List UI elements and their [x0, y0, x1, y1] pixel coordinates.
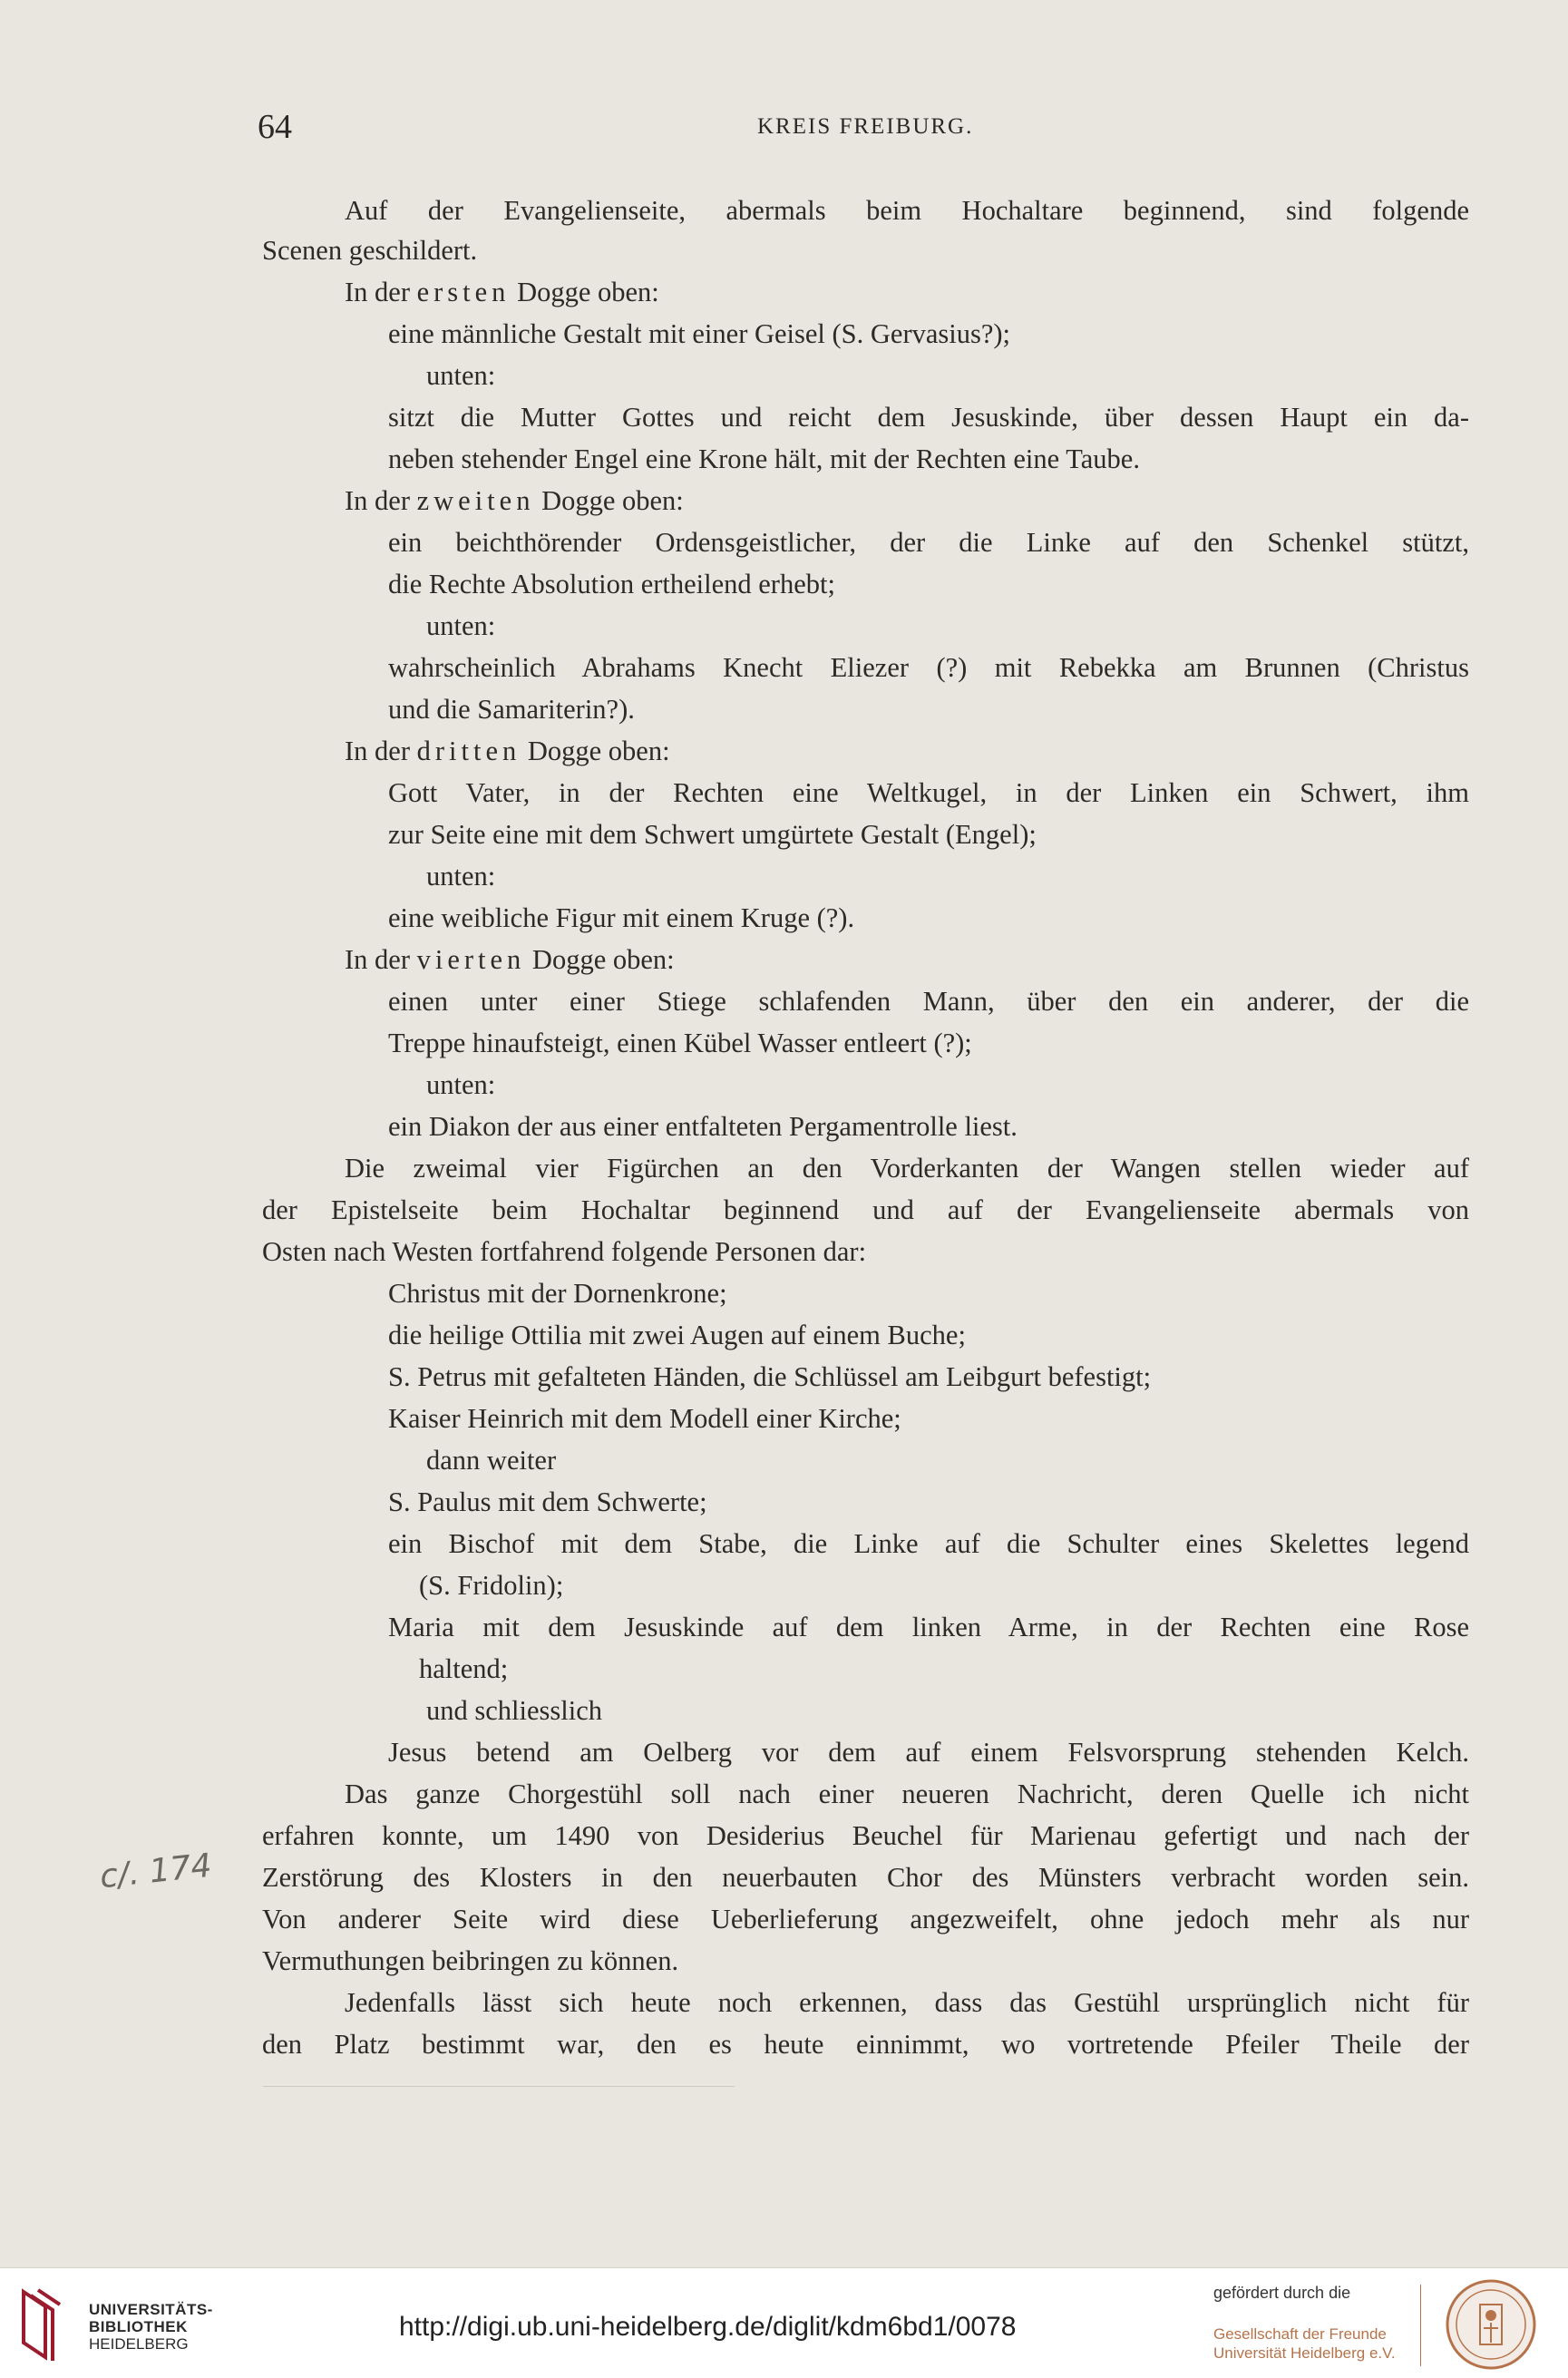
text-line: Maria mit dem Jesuskinde auf dem linken Arme, in der Rechten eine Rose — [388, 1612, 1469, 1642]
text-line: ein Diakon der aus einer entfalteten Pergamentrolle liest. — [388, 1111, 1018, 1142]
text-line: eine männliche Gestalt mit einer Geisel (S. Gervasius?); — [388, 318, 1011, 349]
running-head: KREIS FREIBURG. — [757, 114, 974, 139]
library-name — [89, 2301, 213, 2353]
text-line: den Platz bestimmt war, den es heute einnimmt, wo vortretende Pfeiler Theile der — [262, 2029, 1469, 2060]
text-line: zur Seite eine mit dem Schwert umgürtete Gestalt (Engel); — [388, 819, 1037, 850]
university-seal-icon — [1444, 2277, 1538, 2372]
text-line: Auf der Evangelienseite, abermals beim Hochaltare beginnend, sind folgende — [345, 195, 1469, 226]
text-line: ein Bischof mit dem Stabe, die Linke auf die Schulter eines Skelettes legend — [388, 1528, 1469, 1559]
handwritten-margin-note: c/. 174 — [98, 1847, 214, 1896]
text-line: Osten nach Westen fortfahrend folgende Personen dar: — [262, 1236, 867, 1267]
society-name-line2: Universität Heidelberg e.V. — [1213, 2344, 1396, 2362]
line-text: Dogge oben: — [510, 277, 659, 307]
line-text: In der — [345, 485, 417, 516]
text-line: haltend; — [419, 1653, 509, 1684]
library-name-line3: HEIDELBERG — [89, 2335, 189, 2353]
library-name-line2: BIBLIOTHEK — [89, 2318, 188, 2335]
text-line — [345, 484, 684, 517]
text-line: erfahren konnte, um 1490 von Desiderius Beuchel für Marienau gefertigt und nach der — [262, 1820, 1469, 1851]
text-line: Die zweimal vier Figürchen an den Vorderkanten der Wangen stellen wieder auf — [345, 1153, 1469, 1184]
line-text: In der — [345, 277, 417, 307]
library-name-line1: UNIVERSITÄTS- — [89, 2301, 213, 2318]
page-number: 64 — [258, 108, 292, 146]
text-line: wahrscheinlich Abrahams Knecht Eliezer (?) mit Rebekka am Brunnen (Christus — [388, 652, 1469, 683]
text-line: eine weibliche Figur mit einem Kruge (?). — [388, 902, 855, 933]
line-text: In der — [345, 944, 417, 975]
text-line: (S. Fridolin); — [419, 1570, 564, 1601]
text-line: Christus mit der Dornenkrone; — [388, 1278, 727, 1309]
spaced-ordinal: dritten — [416, 736, 521, 766]
text-line: unten: — [426, 1069, 496, 1100]
footer-divider — [1420, 2285, 1421, 2366]
line-text: Dogge oben: — [521, 736, 670, 766]
text-line: Treppe hinaufsteigt, einen Kübel Wasser entleert (?); — [388, 1028, 972, 1058]
text-line — [345, 735, 670, 767]
text-line: S. Paulus mit dem Schwerte; — [388, 1486, 707, 1517]
text-line: Das ganze Chorgestühl soll nach einer neueren Nachricht, deren Quelle ich nicht — [345, 1779, 1469, 1809]
text-line: neben stehender Engel eine Krone hält, mit der Rechten eine Taube. — [388, 443, 1140, 474]
footer-bar — [0, 2267, 1568, 2378]
line-text: Dogge oben: — [534, 485, 684, 516]
text-line: die heilige Ottilia mit zwei Augen auf einem Buche; — [388, 1320, 966, 1350]
society-name — [1213, 2324, 1396, 2363]
line-text: Dogge oben: — [525, 944, 675, 975]
text-line: unten: — [426, 360, 496, 391]
text-line — [345, 276, 659, 308]
text-line: Gott Vater, in der Rechten eine Weltkugel, in der Linken ein Schwert, ihm — [388, 777, 1469, 808]
text-line: sitzt die Mutter Gottes und reicht dem Jesuskinde, über dessen Haupt ein da- — [388, 402, 1469, 433]
text-line: und die Samariterin?). — [388, 694, 635, 725]
text-line: Jedenfalls lässt sich heute noch erkennen, dass das Gestühl ursprünglich nicht für — [345, 1987, 1469, 2018]
society-name-line1: Gesellschaft der Freunde — [1213, 2325, 1387, 2343]
library-logo-icon — [18, 2286, 76, 2363]
text-line: einen unter einer Stiege schlafenden Mann, über den ein anderer, der die — [388, 986, 1469, 1017]
text-line: Scenen geschildert. — [262, 235, 478, 266]
text-line: die Rechte Absolution ertheilend erhebt; — [388, 569, 835, 599]
funded-by-label: gefördert durch die — [1213, 2284, 1351, 2302]
text-line: Kaiser Heinrich mit dem Modell einer Kirche; — [388, 1403, 901, 1434]
spaced-ordinal: vierten — [416, 944, 526, 975]
text-line: und schliesslich — [426, 1695, 602, 1726]
faint-rule — [263, 2086, 735, 2087]
line-text: In der — [345, 736, 417, 766]
spaced-ordinal: ersten — [416, 277, 511, 307]
text-line: Vermuthungen beibringen zu können. — [262, 1945, 679, 1976]
text-line: dann weiter — [426, 1445, 557, 1476]
text-line: S. Petrus mit gefalteten Händen, die Schlüssel am Leibgurt befestigt; — [388, 1361, 1152, 1392]
permalink-url[interactable]: http://digi.ub.uni-heidelberg.de/diglit/kdm6bd1/0078 — [399, 2312, 1017, 2342]
text-line: Von anderer Seite wird diese Ueberlieferung angezweifelt, ohne jedoch mehr als nur — [262, 1904, 1469, 1935]
spaced-ordinal: zweiten — [416, 485, 535, 516]
text-line: der Epistelseite beim Hochaltar beginnend und auf der Evangelienseite abermals von — [262, 1194, 1469, 1225]
text-line — [345, 943, 675, 976]
text-line: ein beichthörender Ordensgeistlicher, der die Linke auf den Schenkel stützt, — [388, 527, 1469, 558]
text-line: unten: — [426, 861, 496, 892]
text-line: Jesus betend am Oelberg vor dem auf einem Felsvorsprung stehenden Kelch. — [388, 1737, 1469, 1768]
text-line: Zerstörung des Klosters in den neuerbauten Chor des Münsters verbracht worden sein. — [262, 1862, 1469, 1893]
page-header — [0, 107, 1568, 146]
text-line: unten: — [426, 610, 496, 641]
